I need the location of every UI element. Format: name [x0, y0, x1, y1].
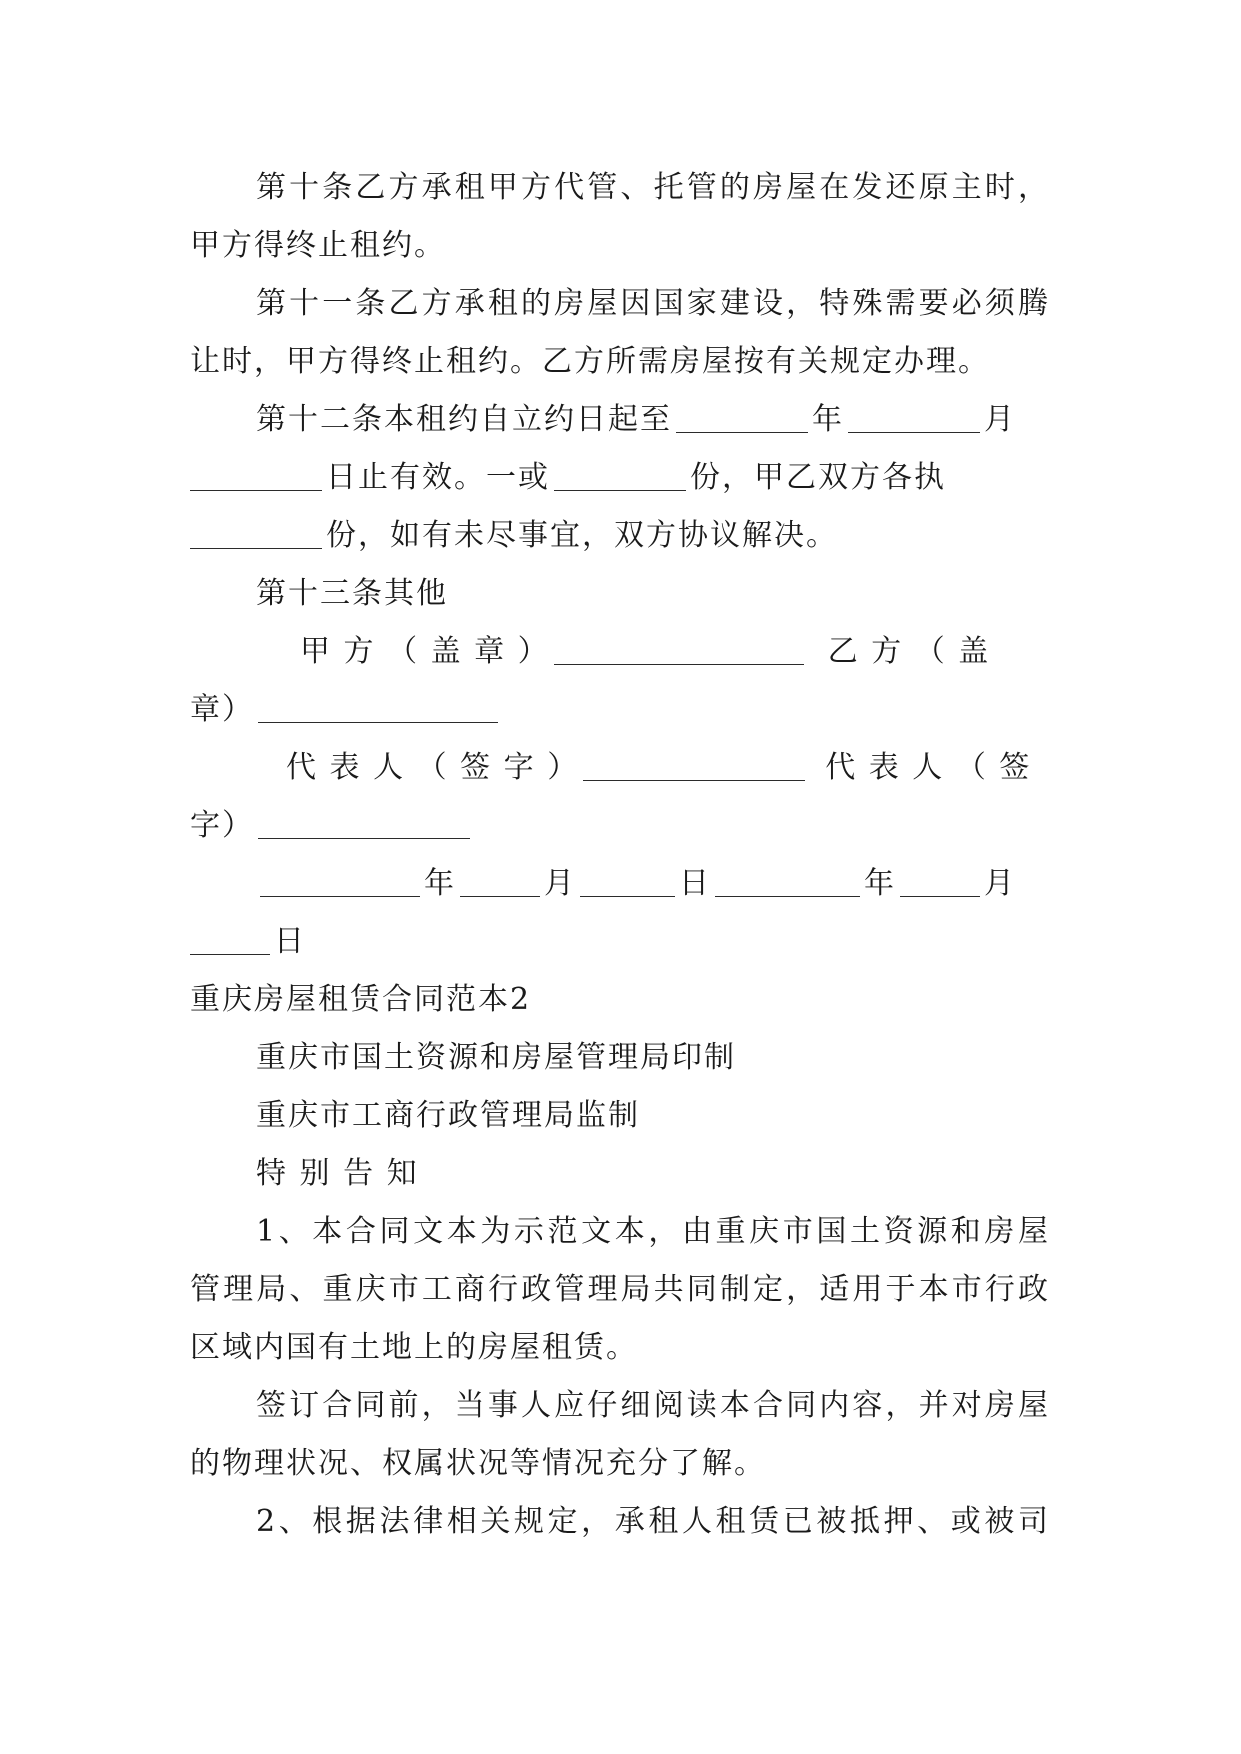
month-a-label: 月 — [544, 866, 576, 901]
printed-by: 重庆市国土资源和房屋管理局印制 — [256, 1040, 736, 1075]
blank-month-a[interactable] — [460, 868, 540, 897]
blank-end-day[interactable] — [190, 462, 322, 491]
party-b-seal-blank[interactable] — [258, 694, 498, 723]
blank-copies-total[interactable] — [554, 462, 686, 491]
representative-signature-line — [286, 748, 1050, 788]
rep-a-sign-blank[interactable] — [583, 752, 805, 781]
sign-note-line-1: 签订合同前，当事人应仔细阅读本合同内容，并对房屋 — [256, 1388, 1050, 1423]
article-10-line-1: 第十条乙方承租甲方代管、托管的房屋在发还原主时， — [256, 170, 1050, 205]
supervised-by: 重庆市工商行政管理局监制 — [256, 1098, 640, 1133]
blank-year-b[interactable] — [715, 868, 860, 897]
blank-copies-each[interactable] — [190, 520, 322, 549]
blank-end-year[interactable] — [676, 404, 808, 433]
notice-title: 特 别 告 知 — [256, 1156, 419, 1191]
notice-item-1-line-1: 1、本合同文本为示范文本，由重庆市国土资源和房屋 — [256, 1214, 1050, 1249]
article-12-text-start: 第十二条本租约自立约日起至 — [256, 402, 672, 437]
year-label: 年 — [812, 402, 844, 437]
blank-year-a[interactable] — [260, 868, 420, 897]
section-2-title: 重庆房屋租赁合同范本2 — [190, 982, 532, 1017]
party-b-label-end: 章） — [190, 692, 254, 727]
article-10-line-2: 甲方得终止租约。 — [190, 228, 446, 263]
blank-day-b[interactable] — [190, 926, 270, 955]
day-a-label: 日 — [679, 866, 711, 901]
party-a-label: 甲 方 （ 盖 章 ） — [300, 634, 550, 669]
notice-item-1-line-3: 区域内国有土地上的房屋租赁。 — [190, 1330, 638, 1365]
article-12-line-2 — [190, 458, 1050, 498]
party-b-line-2 — [190, 690, 1050, 730]
article-12-line-1 — [256, 400, 1050, 440]
day-b-label: 日 — [274, 924, 306, 959]
year-a-label: 年 — [424, 866, 456, 901]
article-11-line-2: 让时，甲方得终止租约。乙方所需房屋按有关规定办理。 — [190, 344, 990, 379]
article-13-line-1: 第十三条其他 — [256, 576, 448, 611]
rep-b-line-2 — [190, 806, 1050, 846]
article-12-text-mid: 日止有效。一或 — [326, 460, 550, 495]
rep-b-label-end: 字） — [190, 808, 254, 843]
blank-day-a[interactable] — [580, 868, 675, 897]
sign-note-line-2: 的物理状况、权属状况等情况充分了解。 — [190, 1446, 766, 1481]
party-signature-line — [300, 632, 1050, 672]
party-b-label: 乙 方 （ 盖 — [827, 634, 991, 669]
rep-b-sign-blank[interactable] — [258, 810, 470, 839]
date-line-2 — [190, 922, 1050, 962]
year-b-label: 年 — [864, 866, 896, 901]
notice-item-1-line-2: 管理局、重庆市工商行政管理局共同制定，适用于本市行政 — [190, 1272, 1050, 1307]
rep-a-label: 代 表 人 （ 签 字 ） — [286, 750, 580, 785]
article-12-line-3 — [190, 516, 1050, 556]
party-a-seal-blank[interactable] — [554, 636, 804, 665]
article-12-text-end: 份，如有未尽事宜，双方协议解决。 — [326, 518, 838, 553]
article-12-text-each: 份，甲乙双方各执 — [690, 460, 946, 495]
notice-item-2-line-1: 2、根据法律相关规定，承租人租赁已被抵押、或被司 — [256, 1504, 1050, 1539]
month-label: 月 — [984, 402, 1016, 437]
blank-month-b[interactable] — [900, 868, 980, 897]
article-11-line-1: 第十一条乙方承租的房屋因国家建设，特殊需要必须腾 — [256, 286, 1050, 321]
blank-end-month[interactable] — [848, 404, 980, 433]
date-line — [260, 864, 1050, 904]
month-b-label: 月 — [984, 866, 1016, 901]
rep-b-label: 代 表 人 （ 签 — [825, 750, 1032, 785]
